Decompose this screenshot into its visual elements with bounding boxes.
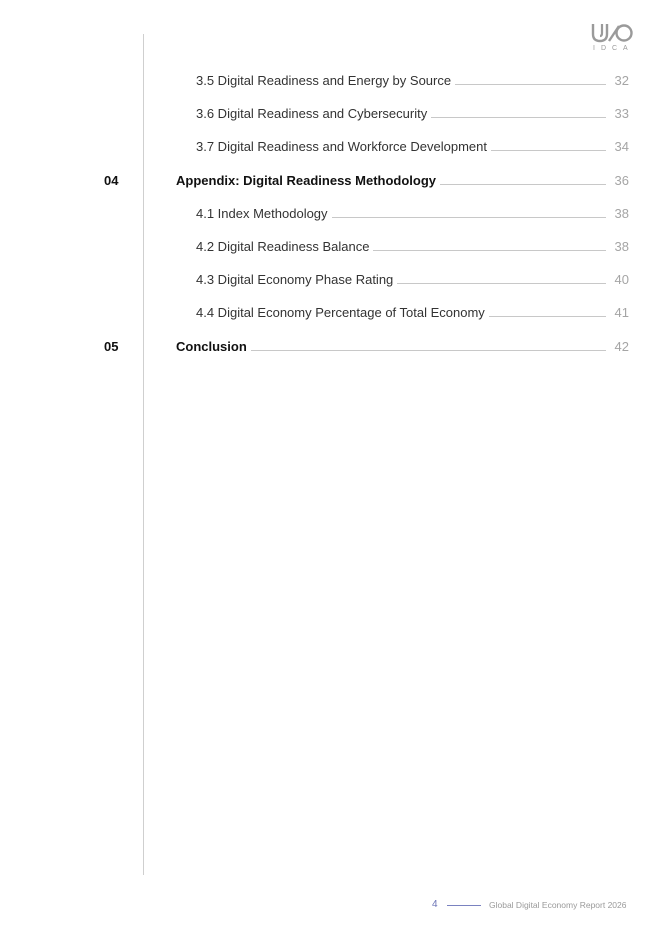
toc-entry-label: Appendix: Digital Readiness Methodology xyxy=(176,173,437,188)
toc-page-number: 41 xyxy=(614,305,629,320)
toc-entry-label: 3.6 Digital Readiness and Cybersecurity xyxy=(196,106,428,121)
toc-entry-label: 4.4 Digital Economy Percentage of Total Economy xyxy=(196,305,485,320)
toc-entry-label: 4.1 Index Methodology xyxy=(196,206,328,221)
toc-page-number: 33 xyxy=(614,106,629,121)
toc-dot-leader xyxy=(491,150,606,151)
toc-section-number: 04 xyxy=(104,173,119,188)
toc-entry-line xyxy=(176,173,610,188)
toc-entry[interactable] xyxy=(0,203,662,223)
toc-dot-leader xyxy=(251,350,606,351)
toc-entry[interactable] xyxy=(0,269,662,289)
toc-entry[interactable] xyxy=(0,302,662,322)
footer-page-number: 4 xyxy=(432,899,438,910)
toc-page-number: 40 xyxy=(614,272,629,287)
margin-divider-line xyxy=(143,34,144,875)
toc-page-number: 38 xyxy=(614,239,629,254)
toc-entry-line xyxy=(196,206,610,221)
page-footer xyxy=(0,898,662,914)
toc-entry-label: 3.5 Digital Readiness and Energy by Source xyxy=(196,73,452,88)
idca-logo xyxy=(589,22,633,54)
toc-entry-label: 4.3 Digital Economy Phase Rating xyxy=(196,272,394,287)
toc-entry-label: 4.2 Digital Readiness Balance xyxy=(196,239,370,254)
toc-entry[interactable] xyxy=(0,170,662,190)
toc-entry-line xyxy=(196,139,610,154)
toc-entry-line xyxy=(196,305,610,320)
toc-entry[interactable] xyxy=(0,236,662,256)
toc-entry[interactable] xyxy=(0,336,662,356)
toc-entry[interactable] xyxy=(0,136,662,156)
toc-entry-line xyxy=(176,339,610,354)
toc-dot-leader xyxy=(455,84,606,85)
toc-dot-leader xyxy=(440,184,606,185)
footer-divider xyxy=(447,905,481,906)
toc-entry-line xyxy=(196,239,610,254)
toc-entry-line xyxy=(196,106,610,121)
toc-entry-line xyxy=(196,73,610,88)
toc-section-number: 05 xyxy=(104,339,119,354)
toc-dot-leader xyxy=(332,217,606,218)
toc-page-number: 36 xyxy=(614,173,629,188)
toc-entry[interactable] xyxy=(0,70,662,90)
toc-entry-label: 3.7 Digital Readiness and Workforce Development xyxy=(196,139,487,154)
toc-dot-leader xyxy=(373,250,606,251)
toc-dot-leader xyxy=(397,283,606,284)
toc-page-number: 34 xyxy=(614,139,629,154)
toc-page-number: 32 xyxy=(614,73,629,88)
toc-page-number: 38 xyxy=(614,206,629,221)
toc-entry-line xyxy=(196,272,610,287)
logo-wordmark: IDCA xyxy=(593,45,634,52)
toc-entry-label: Conclusion xyxy=(176,339,247,354)
toc-page-number: 42 xyxy=(614,339,629,354)
idca-logo-icon xyxy=(589,22,633,44)
toc-entry[interactable] xyxy=(0,103,662,123)
toc-dot-leader xyxy=(489,316,606,317)
toc-dot-leader xyxy=(431,117,606,118)
footer-report-title: Global Digital Economy Report 2026 xyxy=(489,900,627,910)
